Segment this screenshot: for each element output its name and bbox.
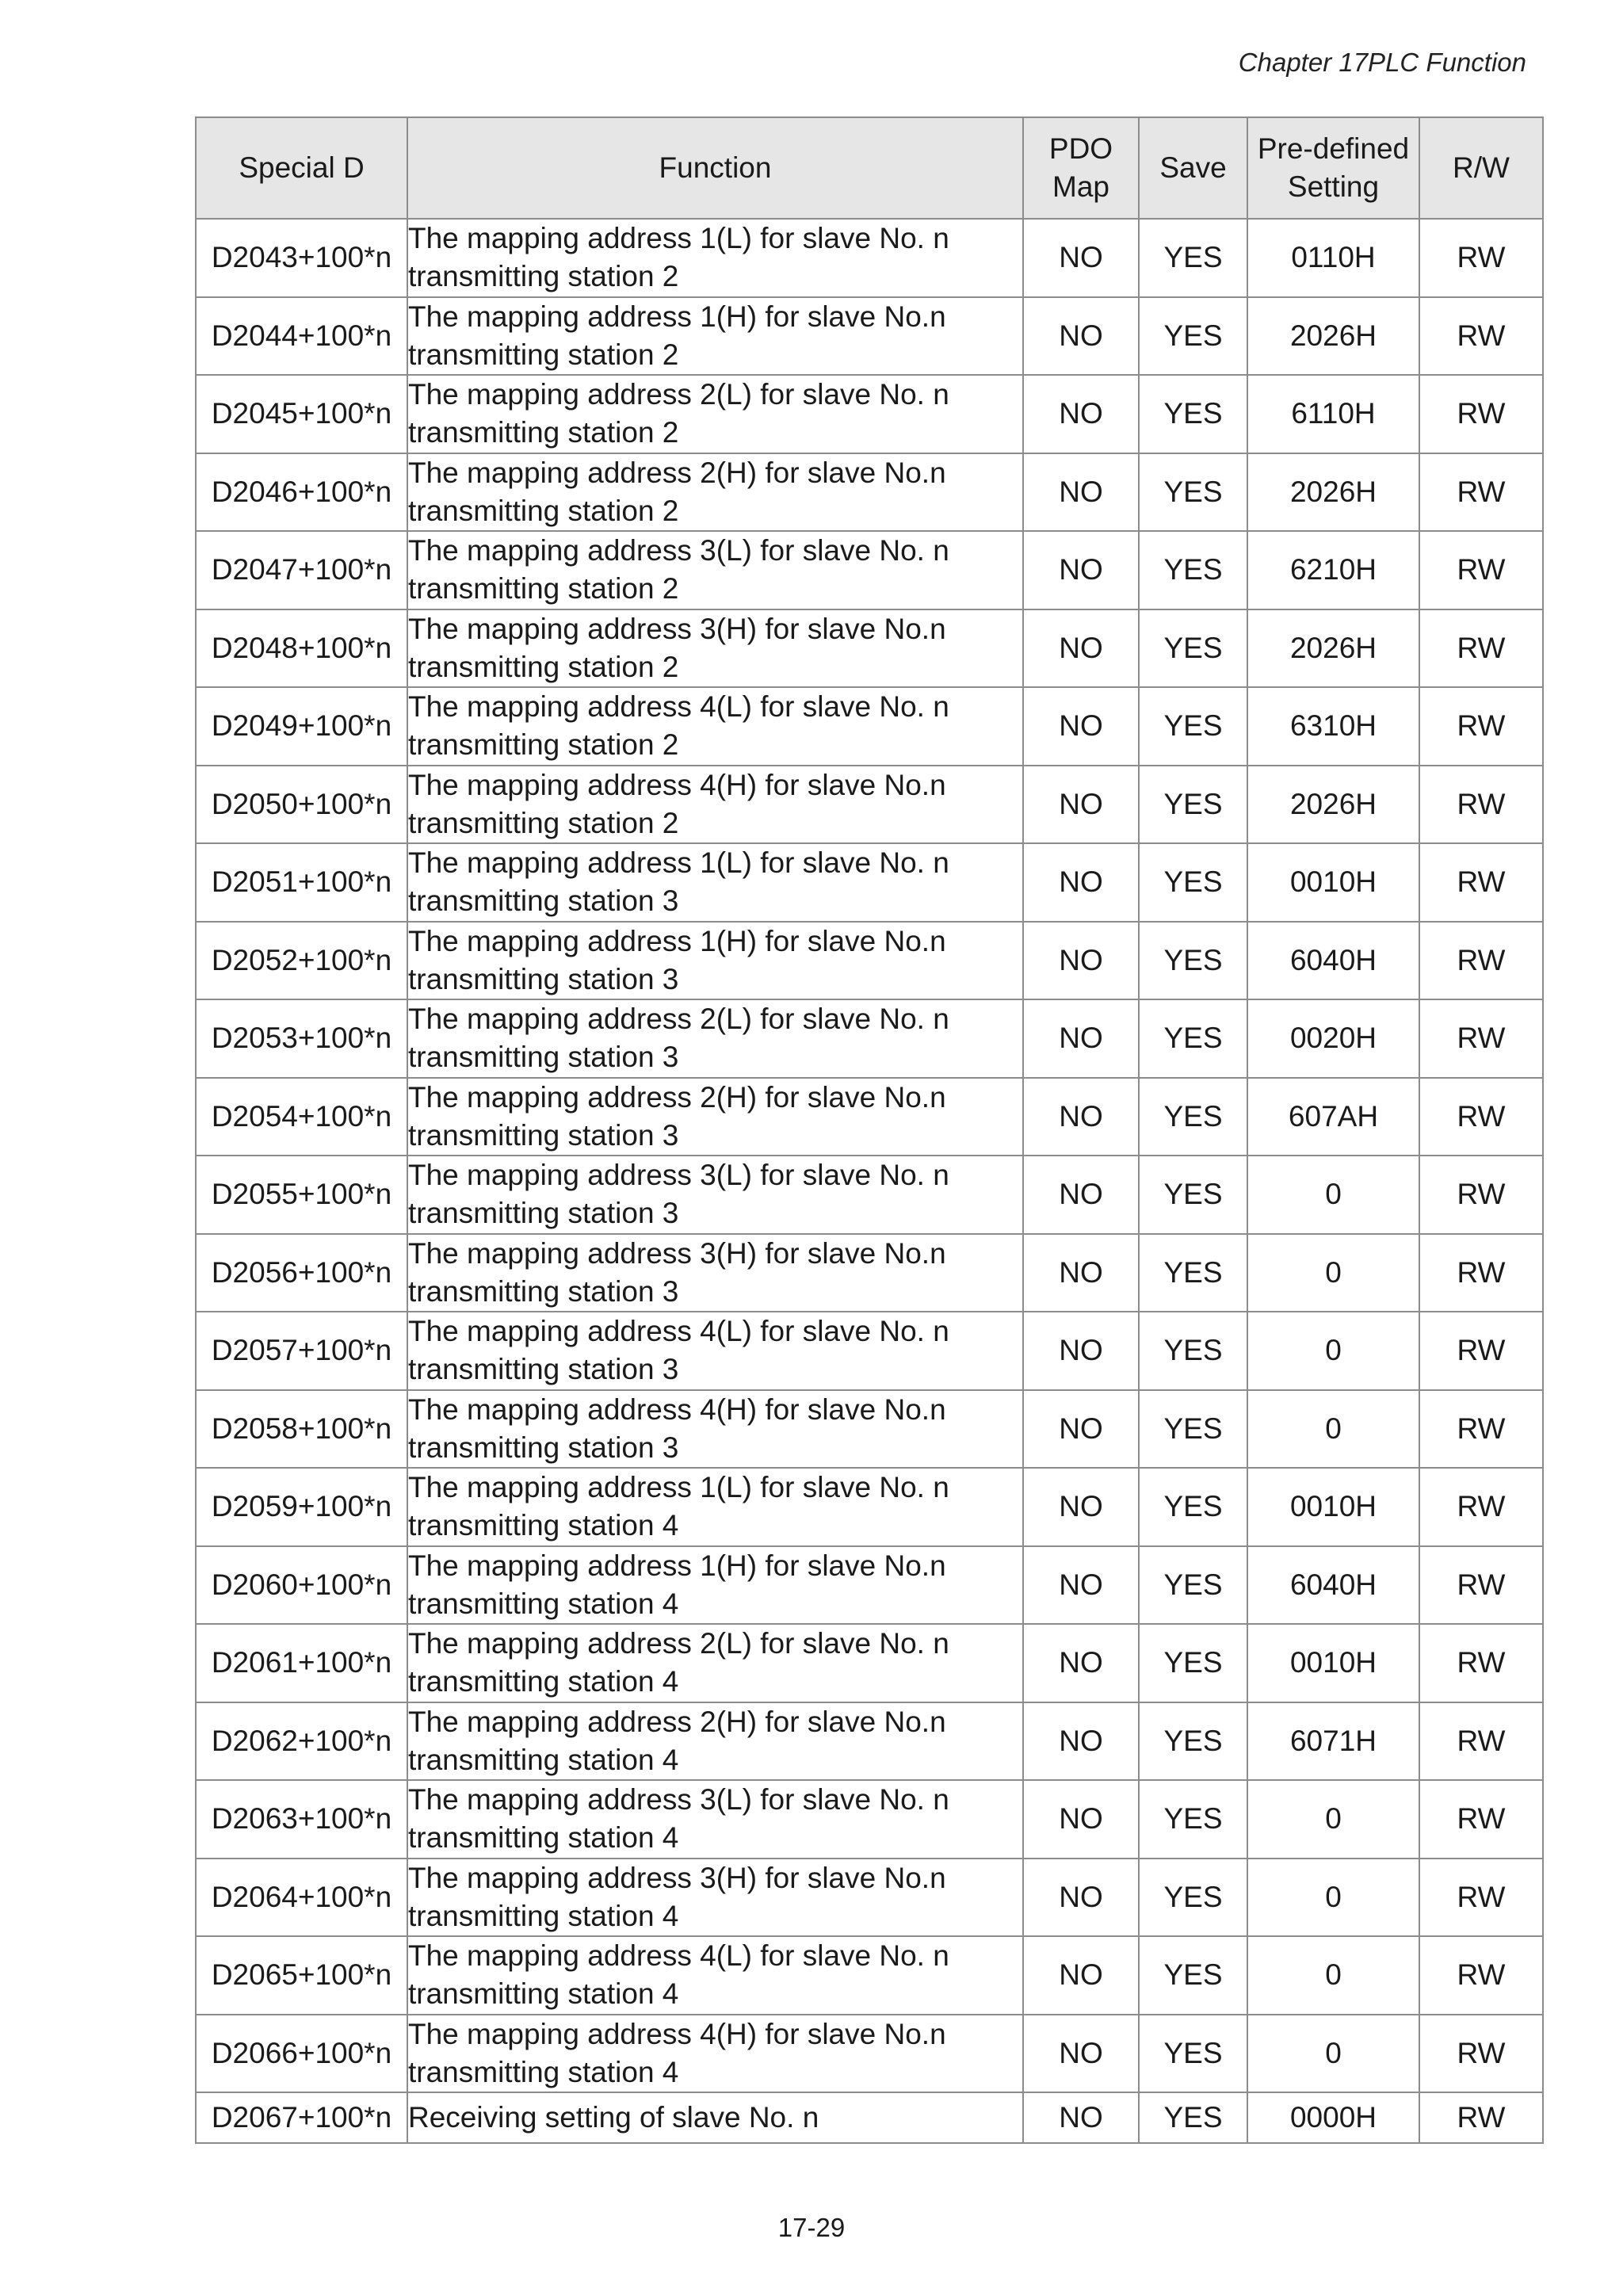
special-d-cell: D2057+100*n xyxy=(196,1312,407,1390)
pre-defined-setting-cell: 0 xyxy=(1247,1780,1419,1859)
rw-cell: RW xyxy=(1419,1546,1543,1625)
save-cell: YES xyxy=(1139,1468,1247,1546)
save-cell: YES xyxy=(1139,1624,1247,1702)
rw-cell: RW xyxy=(1419,1312,1543,1390)
pdo-map-cell: NO xyxy=(1023,2015,1139,2093)
function-cell: The mapping address 2(H) for slave No.n transmitting station 3 xyxy=(407,1078,1023,1156)
pre-defined-setting-cell: 0 xyxy=(1247,1859,1419,1937)
save-cell: YES xyxy=(1139,375,1247,453)
special-d-cell: D2049+100*n xyxy=(196,687,407,766)
function-cell: The mapping address 4(H) for slave No.n transmitting station 4 xyxy=(407,2015,1023,2093)
pre-defined-setting-cell: 0 xyxy=(1247,1390,1419,1469)
special-d-cell: D2056+100*n xyxy=(196,1234,407,1312)
col-header-pdo-map xyxy=(1023,117,1139,219)
save-cell: YES xyxy=(1139,453,1247,532)
function-cell: The mapping address 1(L) for slave No. n transmitting station 2 xyxy=(407,219,1023,297)
save-cell: YES xyxy=(1139,2092,1247,2143)
save-cell: YES xyxy=(1139,766,1247,844)
save-cell: YES xyxy=(1139,1546,1247,1625)
pdo-map-cell: NO xyxy=(1023,453,1139,532)
function-cell: The mapping address 3(L) for slave No. n transmitting station 2 xyxy=(407,531,1023,609)
function-cell: The mapping address 3(H) for slave No.n transmitting station 3 xyxy=(407,1234,1023,1312)
save-cell: YES xyxy=(1139,1156,1247,1234)
pre-defined-setting-cell: 6040H xyxy=(1247,922,1419,1000)
pre-defined-setting-cell: 0010H xyxy=(1247,1468,1419,1546)
pdo-map-cell: NO xyxy=(1023,1468,1139,1546)
save-cell: YES xyxy=(1139,609,1247,688)
special-d-cell: D2051+100*n xyxy=(196,843,407,922)
pdo-map-cell: NO xyxy=(1023,1156,1139,1234)
special-d-cell: D2053+100*n xyxy=(196,999,407,1078)
function-cell: The mapping address 2(L) for slave No. n transmitting station 3 xyxy=(407,999,1023,1078)
pdo-map-cell: NO xyxy=(1023,1312,1139,1390)
function-cell: The mapping address 4(L) for slave No. n transmitting station 4 xyxy=(407,1936,1023,2015)
pdo-map-cell: NO xyxy=(1023,1624,1139,1702)
rw-cell: RW xyxy=(1419,843,1543,922)
special-d-cell: D2065+100*n xyxy=(196,1936,407,2015)
function-cell: The mapping address 2(L) for slave No. n transmitting station 2 xyxy=(407,375,1023,453)
pdo-map-cell: NO xyxy=(1023,297,1139,376)
pre-defined-setting-cell: 0020H xyxy=(1247,999,1419,1078)
function-cell: The mapping address 3(L) for slave No. n transmitting station 4 xyxy=(407,1780,1023,1859)
rw-cell: RW xyxy=(1419,1624,1543,1702)
pre-defined-setting-cell: 6310H xyxy=(1247,687,1419,766)
special-d-cell: D2060+100*n xyxy=(196,1546,407,1625)
function-cell: The mapping address 4(H) for slave No.n transmitting station 2 xyxy=(407,766,1023,844)
rw-cell: RW xyxy=(1419,1468,1543,1546)
pre-defined-setting-cell: 2026H xyxy=(1247,297,1419,376)
col-header-function: Function xyxy=(407,117,1023,219)
pdo-map-cell: NO xyxy=(1023,1780,1139,1859)
rw-cell: RW xyxy=(1419,1780,1543,1859)
pre-defined-setting-cell: 0 xyxy=(1247,2015,1419,2093)
table-row xyxy=(196,531,1543,609)
function-cell: The mapping address 3(H) for slave No.n transmitting station 2 xyxy=(407,609,1023,688)
table-row xyxy=(196,1624,1543,1702)
rw-cell: RW xyxy=(1419,2015,1543,2093)
save-cell: YES xyxy=(1139,1390,1247,1469)
function-cell: The mapping address 3(H) for slave No.n transmitting station 4 xyxy=(407,1859,1023,1937)
pdo-map-cell: NO xyxy=(1023,1390,1139,1469)
special-d-table xyxy=(195,117,1544,2144)
table-row xyxy=(196,297,1543,376)
pre-defined-setting-cell: 2026H xyxy=(1247,453,1419,532)
pdo-map-cell: NO xyxy=(1023,531,1139,609)
col-header-pdo-map-label: PDO Map xyxy=(1048,132,1113,203)
special-d-cell: D2054+100*n xyxy=(196,1078,407,1156)
rw-cell: RW xyxy=(1419,766,1543,844)
special-d-cell: D2046+100*n xyxy=(196,453,407,532)
pdo-map-cell: NO xyxy=(1023,1546,1139,1625)
rw-cell: RW xyxy=(1419,1702,1543,1781)
save-cell: YES xyxy=(1139,1702,1247,1781)
rw-cell: RW xyxy=(1419,297,1543,376)
pre-defined-setting-cell: 2026H xyxy=(1247,609,1419,688)
table-row xyxy=(196,2015,1543,2093)
function-cell: The mapping address 3(L) for slave No. n transmitting station 3 xyxy=(407,1156,1023,1234)
pre-defined-setting-cell: 0110H xyxy=(1247,219,1419,297)
pre-defined-setting-cell: 0000H xyxy=(1247,2092,1419,2143)
rw-cell: RW xyxy=(1419,999,1543,1078)
table-row xyxy=(196,609,1543,688)
pre-defined-setting-cell: 0010H xyxy=(1247,1624,1419,1702)
special-d-cell: D2043+100*n xyxy=(196,219,407,297)
function-cell: The mapping address 1(L) for slave No. n transmitting station 3 xyxy=(407,843,1023,922)
pre-defined-setting-cell: 6071H xyxy=(1247,1702,1419,1781)
table-row xyxy=(196,687,1543,766)
col-header-special-d: Special D xyxy=(196,117,407,219)
table-row xyxy=(196,1936,1543,2015)
table-row xyxy=(196,219,1543,297)
save-cell: YES xyxy=(1139,1936,1247,2015)
pdo-map-cell: NO xyxy=(1023,1234,1139,1312)
rw-cell: RW xyxy=(1419,1859,1543,1937)
function-cell: The mapping address 1(H) for slave No.n transmitting station 3 xyxy=(407,922,1023,1000)
rw-cell: RW xyxy=(1419,1936,1543,2015)
special-d-cell: D2062+100*n xyxy=(196,1702,407,1781)
col-header-save: Save xyxy=(1139,117,1247,219)
special-d-cell: D2048+100*n xyxy=(196,609,407,688)
function-cell: The mapping address 2(L) for slave No. n transmitting station 4 xyxy=(407,1624,1023,1702)
table-header-row xyxy=(196,117,1543,219)
table-row xyxy=(196,375,1543,453)
pdo-map-cell: NO xyxy=(1023,1859,1139,1937)
function-cell: The mapping address 1(H) for slave No.n transmitting station 4 xyxy=(407,1546,1023,1625)
pre-defined-setting-cell: 0 xyxy=(1247,1156,1419,1234)
col-header-pre-defined-setting xyxy=(1247,117,1419,219)
rw-cell: RW xyxy=(1419,1234,1543,1312)
function-cell: The mapping address 4(H) for slave No.n transmitting station 3 xyxy=(407,1390,1023,1469)
rw-cell: RW xyxy=(1419,609,1543,688)
special-d-cell: D2044+100*n xyxy=(196,297,407,376)
pdo-map-cell: NO xyxy=(1023,843,1139,922)
pdo-map-cell: NO xyxy=(1023,2092,1139,2143)
pdo-map-cell: NO xyxy=(1023,1702,1139,1781)
special-d-cell: D2047+100*n xyxy=(196,531,407,609)
table-row xyxy=(196,766,1543,844)
function-cell: Receiving setting of slave No. n xyxy=(407,2092,1023,2143)
special-d-cell: D2055+100*n xyxy=(196,1156,407,1234)
save-cell: YES xyxy=(1139,219,1247,297)
table-row xyxy=(196,1780,1543,1859)
table-row xyxy=(196,922,1543,1000)
function-cell: The mapping address 2(H) for slave No.n transmitting station 2 xyxy=(407,453,1023,532)
save-cell: YES xyxy=(1139,843,1247,922)
table-row xyxy=(196,1156,1543,1234)
save-cell: YES xyxy=(1139,1234,1247,1312)
pre-defined-setting-cell: 6110H xyxy=(1247,375,1419,453)
table-row xyxy=(196,1078,1543,1156)
pre-defined-setting-cell: 0 xyxy=(1247,1234,1419,1312)
pre-defined-setting-cell: 6210H xyxy=(1247,531,1419,609)
rw-cell: RW xyxy=(1419,1156,1543,1234)
table-row xyxy=(196,1546,1543,1625)
rw-cell: RW xyxy=(1419,453,1543,532)
rw-cell: RW xyxy=(1419,922,1543,1000)
rw-cell: RW xyxy=(1419,375,1543,453)
pre-defined-setting-cell: 2026H xyxy=(1247,766,1419,844)
function-cell: The mapping address 4(L) for slave No. n transmitting station 2 xyxy=(407,687,1023,766)
function-cell: The mapping address 4(L) for slave No. n transmitting station 3 xyxy=(407,1312,1023,1390)
special-d-cell: D2058+100*n xyxy=(196,1390,407,1469)
col-header-rw: R/W xyxy=(1419,117,1543,219)
table-row xyxy=(196,999,1543,1078)
function-cell: The mapping address 2(H) for slave No.n transmitting station 4 xyxy=(407,1702,1023,1781)
save-cell: YES xyxy=(1139,2015,1247,2093)
special-d-cell: D2061+100*n xyxy=(196,1624,407,1702)
rw-cell: RW xyxy=(1419,531,1543,609)
save-cell: YES xyxy=(1139,922,1247,1000)
special-d-cell: D2052+100*n xyxy=(196,922,407,1000)
special-d-cell: D2063+100*n xyxy=(196,1780,407,1859)
save-cell: YES xyxy=(1139,1312,1247,1390)
save-cell: YES xyxy=(1139,1859,1247,1937)
function-cell: The mapping address 1(H) for slave No.n transmitting station 2 xyxy=(407,297,1023,376)
save-cell: YES xyxy=(1139,1780,1247,1859)
pre-defined-setting-cell: 607AH xyxy=(1247,1078,1419,1156)
pre-defined-setting-cell: 0 xyxy=(1247,1936,1419,2015)
special-d-cell: D2066+100*n xyxy=(196,2015,407,2093)
table-row xyxy=(196,843,1543,922)
pdo-map-cell: NO xyxy=(1023,687,1139,766)
special-d-cell: D2050+100*n xyxy=(196,766,407,844)
rw-cell: RW xyxy=(1419,219,1543,297)
table-row xyxy=(196,1468,1543,1546)
pdo-map-cell: NO xyxy=(1023,922,1139,1000)
save-cell: YES xyxy=(1139,297,1247,376)
save-cell: YES xyxy=(1139,999,1247,1078)
special-d-cell: D2045+100*n xyxy=(196,375,407,453)
special-d-cell: D2064+100*n xyxy=(196,1859,407,1937)
pdo-map-cell: NO xyxy=(1023,609,1139,688)
pre-defined-setting-cell: 0 xyxy=(1247,1312,1419,1390)
special-d-cell: D2059+100*n xyxy=(196,1468,407,1546)
function-cell: The mapping address 1(L) for slave No. n transmitting station 4 xyxy=(407,1468,1023,1546)
rw-cell: RW xyxy=(1419,687,1543,766)
table-body xyxy=(196,219,1543,2143)
pdo-map-cell: NO xyxy=(1023,375,1139,453)
col-header-pre-defined-setting-label: Pre-defined Setting xyxy=(1257,132,1410,203)
table-row xyxy=(196,1390,1543,1469)
table-row xyxy=(196,1312,1543,1390)
rw-cell: RW xyxy=(1419,2092,1543,2143)
table-row xyxy=(196,1702,1543,1781)
table-row xyxy=(196,1234,1543,1312)
pre-defined-setting-cell: 6040H xyxy=(1247,1546,1419,1625)
special-d-cell: D2067+100*n xyxy=(196,2092,407,2143)
pdo-map-cell: NO xyxy=(1023,1936,1139,2015)
pdo-map-cell: NO xyxy=(1023,1078,1139,1156)
table-row xyxy=(196,2092,1543,2143)
save-cell: YES xyxy=(1139,687,1247,766)
pdo-map-cell: NO xyxy=(1023,219,1139,297)
pdo-map-cell: NO xyxy=(1023,999,1139,1078)
page-number: 17-29 xyxy=(777,2213,846,2242)
pre-defined-setting-cell: 0010H xyxy=(1247,843,1419,922)
table-row xyxy=(196,453,1543,532)
chapter-header: Chapter 17PLC Function xyxy=(1238,48,1526,77)
save-cell: YES xyxy=(1139,1078,1247,1156)
rw-cell: RW xyxy=(1419,1390,1543,1469)
table-row xyxy=(196,1859,1543,1937)
save-cell: YES xyxy=(1139,531,1247,609)
rw-cell: RW xyxy=(1419,1078,1543,1156)
pdo-map-cell: NO xyxy=(1023,766,1139,844)
